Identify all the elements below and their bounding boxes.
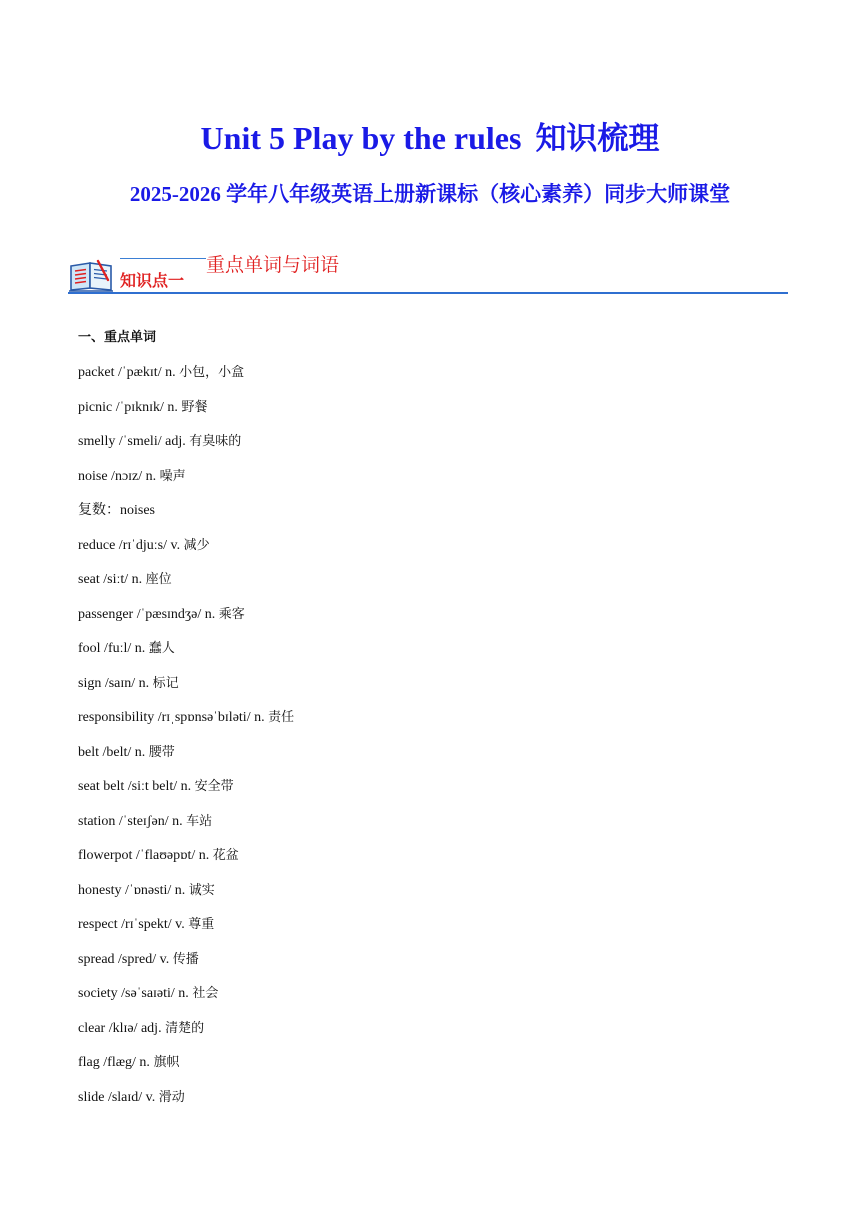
vocabulary-item xyxy=(78,949,294,984)
vocabulary-entry: 复数：noises xyxy=(78,503,155,518)
vocabulary-item xyxy=(78,707,294,742)
section-tag-underline xyxy=(120,258,206,259)
vocabulary-meaning: 责任 xyxy=(268,710,295,725)
vocabulary-entry: station /ˈsteɪʃən/ n. xyxy=(78,813,183,829)
vocabulary-meaning: 减少 xyxy=(183,537,210,553)
vocabulary-entry: flowerpot /ˈflaʊəpɒt/ n. xyxy=(78,848,210,863)
section-divider xyxy=(68,292,788,294)
vocabulary-meaning: 清楚的 xyxy=(165,1020,205,1036)
vocabulary-list xyxy=(78,362,294,1121)
vocabulary-item xyxy=(78,1018,294,1053)
vocabulary-entry: spread /spred/ v. xyxy=(78,951,170,967)
vocabulary-item xyxy=(78,604,294,639)
vocabulary-meaning: 安全带 xyxy=(194,779,234,794)
vocabulary-meaning: 乘客 xyxy=(218,606,245,622)
vocabulary-meaning: 有臭味的 xyxy=(189,434,242,449)
vocabulary-entry: reduce /rɪˈdjuːs/ v. xyxy=(78,537,181,553)
vocabulary-entry: passenger /ˈpæsɪndʒə/ n. xyxy=(78,606,216,622)
vocabulary-meaning: 蠢人 xyxy=(148,641,175,656)
vocabulary-meaning: 车站 xyxy=(186,813,213,829)
vocabulary-entry: clear /klɪə/ adj. xyxy=(78,1020,162,1036)
section-tag: 知识点一 xyxy=(120,271,185,290)
vocabulary-entry: belt /belt/ n. xyxy=(78,744,146,760)
vocabulary-entry: noise /nɔɪz/ n. xyxy=(78,468,157,484)
vocabulary-item xyxy=(78,673,294,708)
vocabulary-item xyxy=(78,638,294,673)
vocabulary-item xyxy=(78,914,294,949)
vocabulary-entry: fool /fuːl/ n. xyxy=(78,641,146,656)
vocabulary-item xyxy=(78,845,294,880)
vocabulary-item xyxy=(78,431,294,466)
vocabulary-meaning: 滑动 xyxy=(158,1089,185,1105)
vocabulary-item xyxy=(78,1052,294,1087)
vocabulary-item xyxy=(78,397,294,432)
vocabulary-meaning: 花盆 xyxy=(212,848,239,863)
vocabulary-entry: respect /rɪˈspekt/ v. xyxy=(78,917,185,932)
document-title-english: Unit 5 Play by the rules xyxy=(200,120,522,156)
vocabulary-meaning: 噪声 xyxy=(159,468,186,484)
vocabulary-meaning: 腰带 xyxy=(148,744,175,760)
vocabulary-entry: packet /ˈpækɪt/ n. xyxy=(78,365,176,380)
vocabulary-meaning: 座位 xyxy=(145,572,172,587)
vocabulary-item xyxy=(78,1087,294,1122)
document-title-chinese: 知识梳理 xyxy=(535,121,660,157)
vocabulary-meaning: 标记 xyxy=(152,675,179,691)
document-title xyxy=(0,116,860,161)
subsection-heading: 一、重点单词 xyxy=(78,330,157,345)
vocabulary-entry: society /səˈsaɪəti/ n. xyxy=(78,986,189,1001)
vocabulary-item xyxy=(78,362,294,397)
vocabulary-item xyxy=(78,569,294,604)
vocabulary-item xyxy=(78,466,294,501)
vocabulary-entry: smelly /ˈsmeli/ adj. xyxy=(78,434,186,449)
vocabulary-item xyxy=(78,811,294,846)
vocabulary-meaning: 尊重 xyxy=(188,917,215,932)
section-header xyxy=(68,250,788,296)
vocabulary-entry: picnic /ˈpɪknɪk/ n. xyxy=(78,399,178,415)
vocabulary-item xyxy=(78,776,294,811)
vocabulary-meaning: 小包，小盒 xyxy=(179,365,245,380)
vocabulary-item xyxy=(78,880,294,915)
vocabulary-item xyxy=(78,535,294,570)
vocabulary-meaning: 诚实 xyxy=(188,882,215,898)
vocabulary-item xyxy=(78,500,294,535)
vocabulary-item xyxy=(78,742,294,777)
vocabulary-meaning: 社会 xyxy=(192,986,219,1001)
vocabulary-entry: flag /flæg/ n. xyxy=(78,1055,150,1070)
vocabulary-entry: honesty /ˈɒnəsti/ n. xyxy=(78,882,186,898)
vocabulary-item xyxy=(78,983,294,1018)
vocabulary-entry: slide /slaɪd/ v. xyxy=(78,1089,156,1105)
vocabulary-meaning: 传播 xyxy=(172,951,199,967)
open-book-icon xyxy=(68,258,114,292)
document-subtitle: 2025-2026 学年八年级英语上册新课标（核心素养）同步大师课堂 xyxy=(129,182,731,206)
vocabulary-meaning: 野餐 xyxy=(181,399,208,415)
vocabulary-entry: seat /siːt/ n. xyxy=(78,572,143,587)
vocabulary-entry: responsibility /rɪˌspɒnsəˈbɪləti/ n. xyxy=(78,710,265,725)
vocabulary-meaning: 旗帜 xyxy=(153,1055,180,1070)
vocabulary-entry: sign /saɪn/ n. xyxy=(78,675,150,691)
section-title: 重点单词与词语 xyxy=(206,254,340,276)
vocabulary-entry: seat belt /siːt belt/ n. xyxy=(78,779,192,794)
